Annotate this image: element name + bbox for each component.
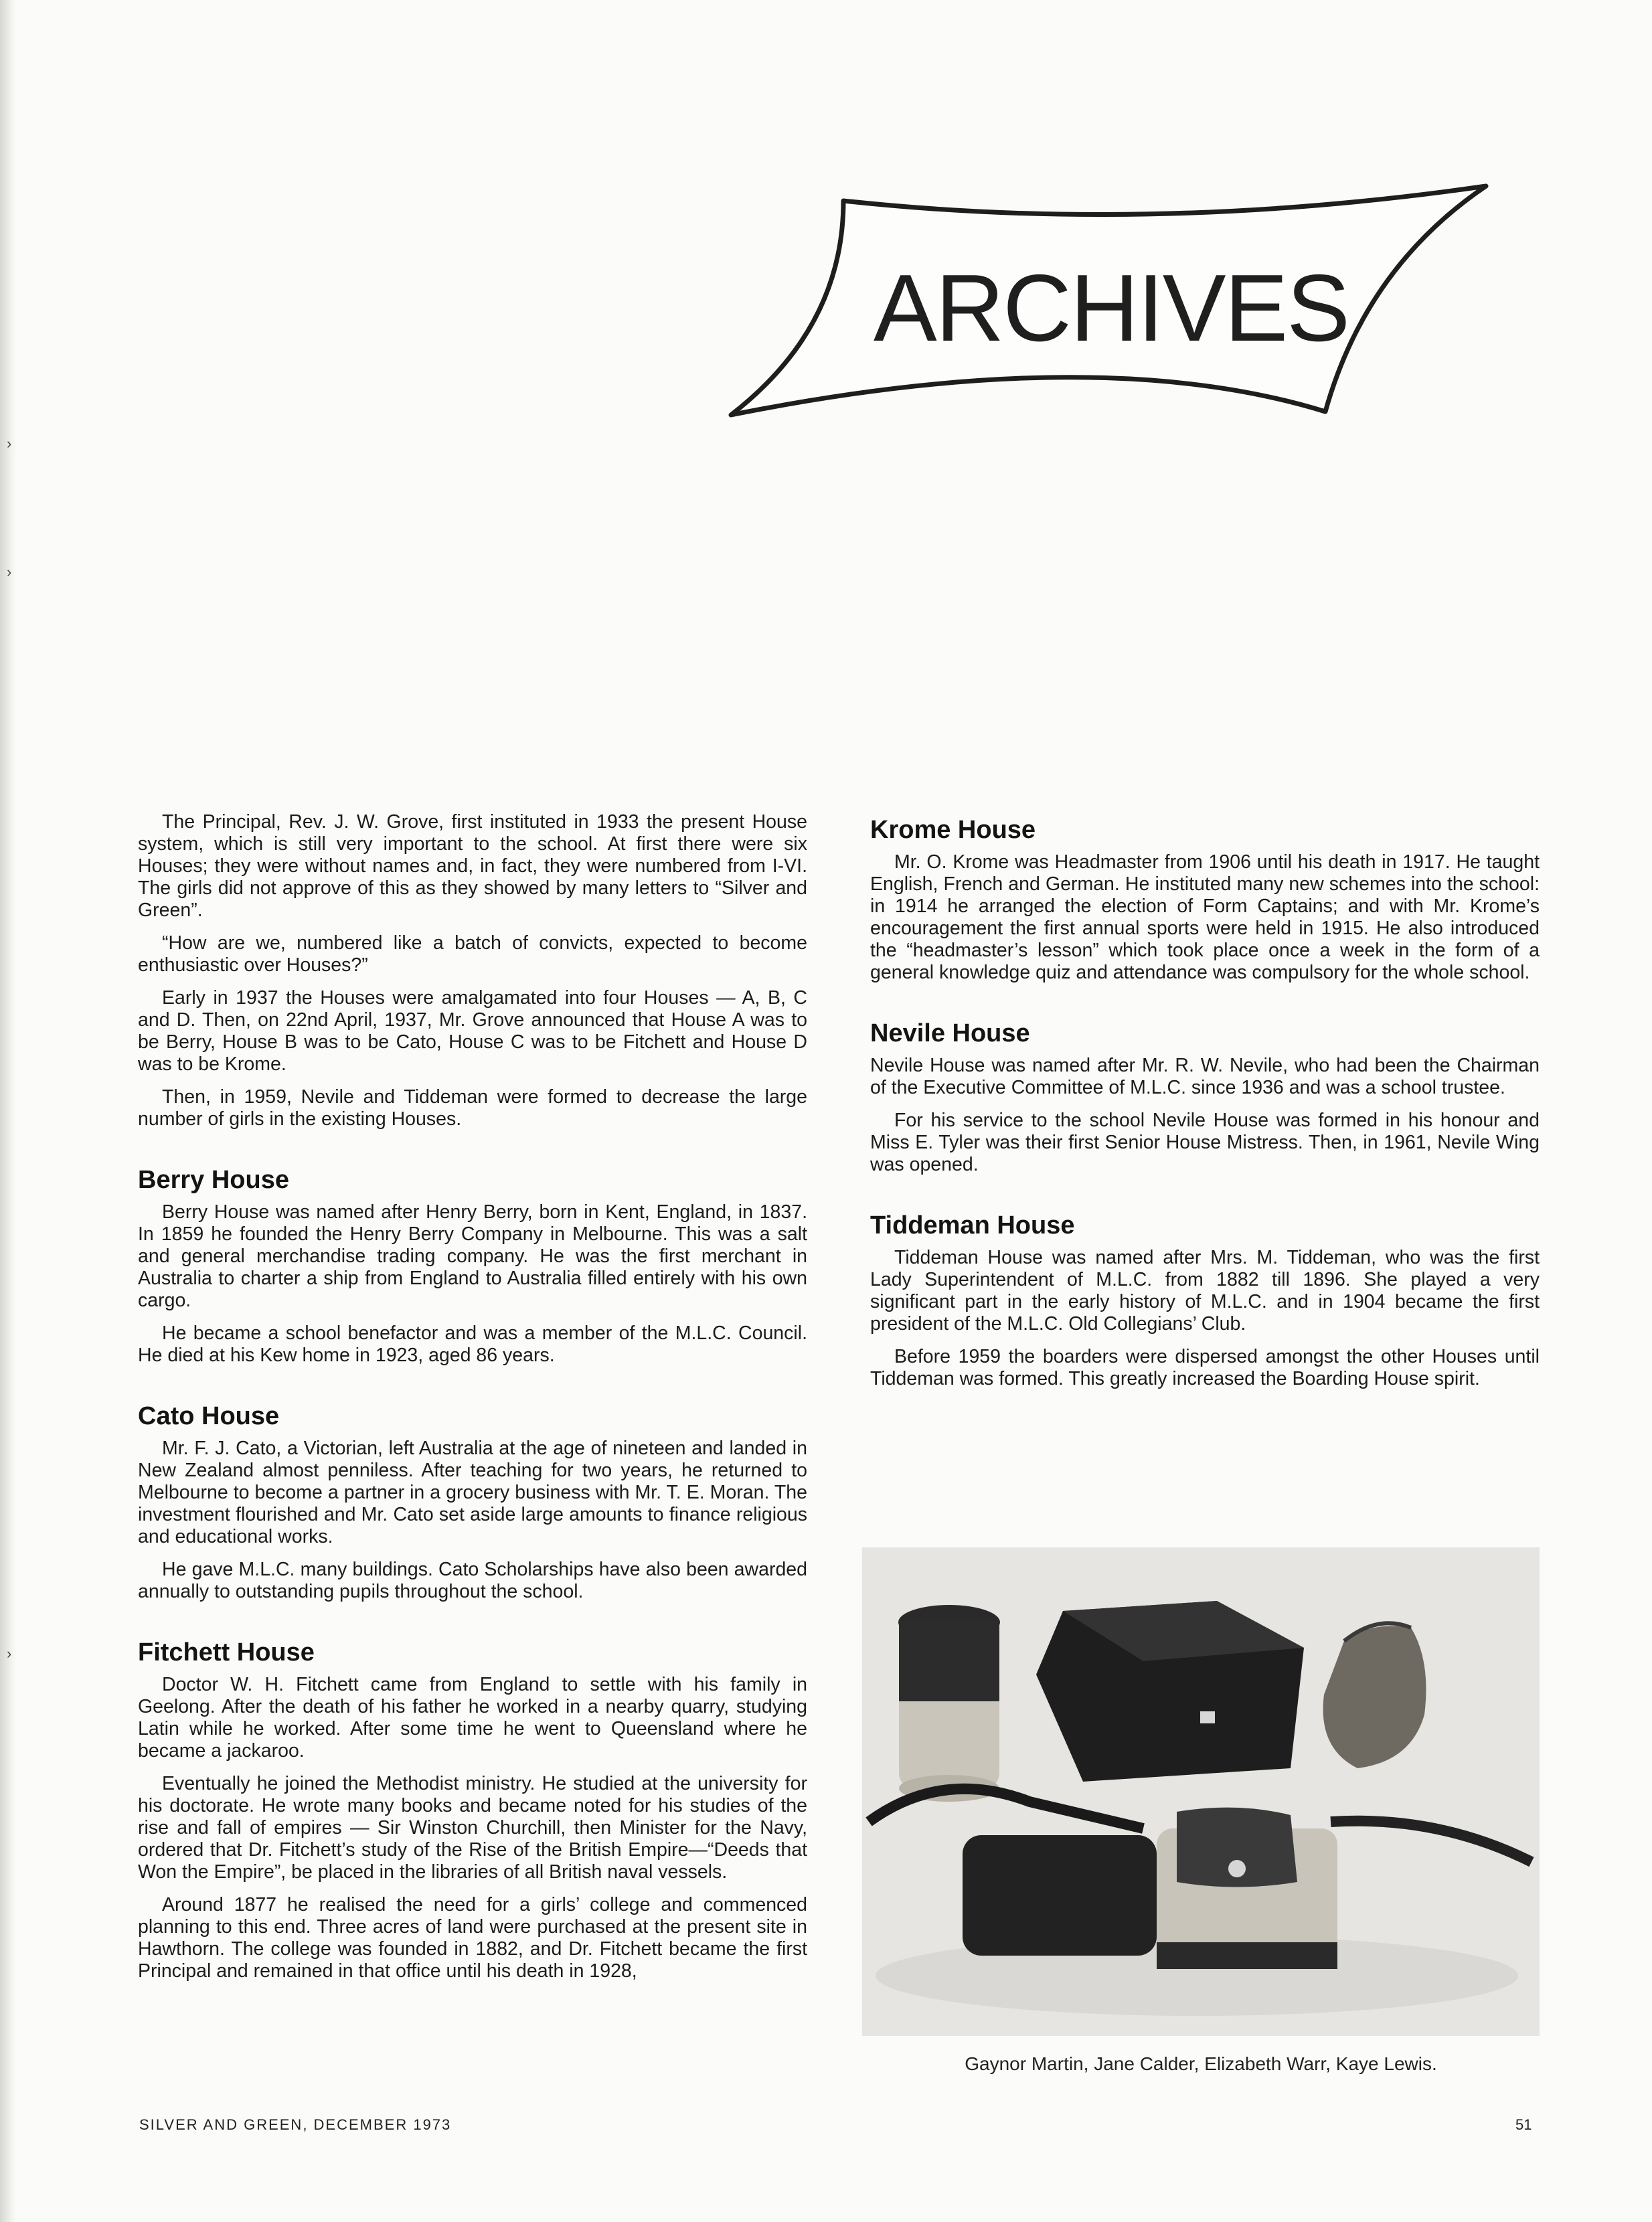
berry-paragraph: He became a school benefactor and was a member of the M.L.C. Council. He died at his Kew home in 1923, aged 86 years. xyxy=(138,1322,807,1366)
cato-heading: Cato House xyxy=(138,1402,280,1430)
intro-paragraph: The Principal, Rev. J. W. Grove, first instituted in 1933 the present House system, which is still very important to the school. At first there were six Houses; they were without names and, in fact, they were numbered from I-VI. The girls did not approve of this as they showed by many letters to “Silver and Green”. xyxy=(138,811,807,921)
fitchett-paragraph: Around 1877 he realised the need for a girls’ college and commenced planning to this end. Three acres of land were purchased at the present site in Hawthorn. The college was founded in 1882, and Dr. Fitchett became the first Principal and remained in that office until his death in 1928, xyxy=(138,1894,807,1982)
berry-paragraph: Berry House was named after Henry Berry, born in Kent, England, in 1837. In 1859 he founded the Henry Berry Company in Melbourne. This was a salt and general merchandise trading company. He was the first merchant in Australia to charter a ship from England to Australia filled entirely with his own cargo. xyxy=(138,1201,807,1311)
intro-paragraph: Early in 1937 the Houses were amalgamated into four Houses — A, B, C and D. Then, on 22nd April, 1937, Mr. Grove announced that House A was to be Berry, House B was to be Cato, House C was to be Fitchett and House D was to be Krome. xyxy=(138,987,807,1075)
fitchett-paragraph: Doctor W. H. Fitchett came from England to settle with his family in Geelong. After the death of his father he worked in a nearby quarry, studying Latin while he worked. After some time he went to Queensland where he became a jackaroo. xyxy=(138,1674,807,1762)
intro-paragraph: Then, in 1959, Nevile and Tiddeman were formed to decrease the large number of girls in the existing Houses. xyxy=(138,1086,807,1130)
tiddeman-paragraph: Before 1959 the boarders were dispersed amongst the other Houses until Tiddeman was formed. This greatly increased the Boarding House spirit. xyxy=(870,1346,1540,1389)
photo-caption: Gaynor Martin, Jane Calder, Elizabeth Warr, Kaye Lewis. xyxy=(965,2053,1437,2074)
tiddeman-heading: Tiddeman House xyxy=(870,1211,1075,1240)
krome-heading: Krome House xyxy=(870,816,1036,844)
staple-mark: › xyxy=(7,564,12,580)
cato-paragraph: He gave M.L.C. many buildings. Cato Scholarships have also been awarded annually to outstanding pupils throughout the school. xyxy=(138,1559,807,1602)
bags-photo-illustration xyxy=(862,1547,1540,2036)
nevile-heading: Nevile House xyxy=(870,1019,1030,1047)
krome-paragraph: Mr. O. Krome was Headmaster from 1906 until his death in 1917. He taught English, French and German. He instituted many new schemes into the school: in 1914 he arranged the election of Form Captains; and with Mr. Krome’s encouragement the first annual sports were held in 1915. He also introduced the “headmaster’s lesson” which took place once a week in the form of a general knowledge quiz and attendance was compulsory for the whole school. xyxy=(870,851,1540,983)
bags-photo xyxy=(862,1547,1540,2036)
page-number: 51 xyxy=(1515,2116,1532,2133)
staple-mark: › xyxy=(7,435,12,452)
binding-edge xyxy=(0,0,17,2222)
right-column xyxy=(870,817,1540,1401)
fitchett-heading: Fitchett House xyxy=(138,1638,315,1666)
fitchett-paragraph: Eventually he joined the Methodist ministry. He studied at the university for his doctorate. He wrote many books and became noted for his studies of the rise and fall of empires — Sir Winston Churchill, then Minister for the Navy, ordered that Dr. Fitchett’s study of the Rise of the British Empire—“Deeds that Won the Empire”, be placed in the libraries of all British naval vessels. xyxy=(138,1773,807,1883)
cato-paragraph: Mr. F. J. Cato, a Victorian, left Australia at the age of nineteen and landed in New Zealand almost penniless. After teaching for two years, he returned to Melbourne to become a partner in a grocery business with Mr. T. E. Moran. The investment flourished and Mr. Cato set aside large amounts to finance religious and educational works. xyxy=(138,1438,807,1547)
page-title: ARCHIVES xyxy=(874,255,1349,361)
tiddeman-paragraph: Tiddeman House was named after Mrs. M. Tiddeman, who was the first Lady Superintendent of M.L.C. from 1882 till 1896. She played a very significant part in the early history of M.L.C. and in 1904 became the first president of the M.L.C. Old Collegians’ Club. xyxy=(870,1247,1540,1335)
staple-mark: › xyxy=(7,1645,12,1662)
berry-heading: Berry House xyxy=(138,1166,289,1194)
left-column xyxy=(138,811,807,1993)
archives-banner xyxy=(723,174,1499,428)
nevile-paragraph: For his service to the school Nevile House was formed in his honour and Miss E. Tyler was their first Senior House Mistress. Then, in 1961, Nevile Wing was opened. xyxy=(870,1110,1540,1175)
nevile-paragraph: Nevile House was named after Mr. R. W. Nevile, who had been the Chairman of the Executive Committee of M.L.C. since 1936 and was a school trustee. xyxy=(870,1055,1540,1098)
intro-paragraph: “How are we, numbered like a batch of convicts, expected to become enthusiastic over Houses?” xyxy=(138,932,807,976)
publication-footer: SILVER AND GREEN, DECEMBER 1973 xyxy=(139,2116,452,2133)
